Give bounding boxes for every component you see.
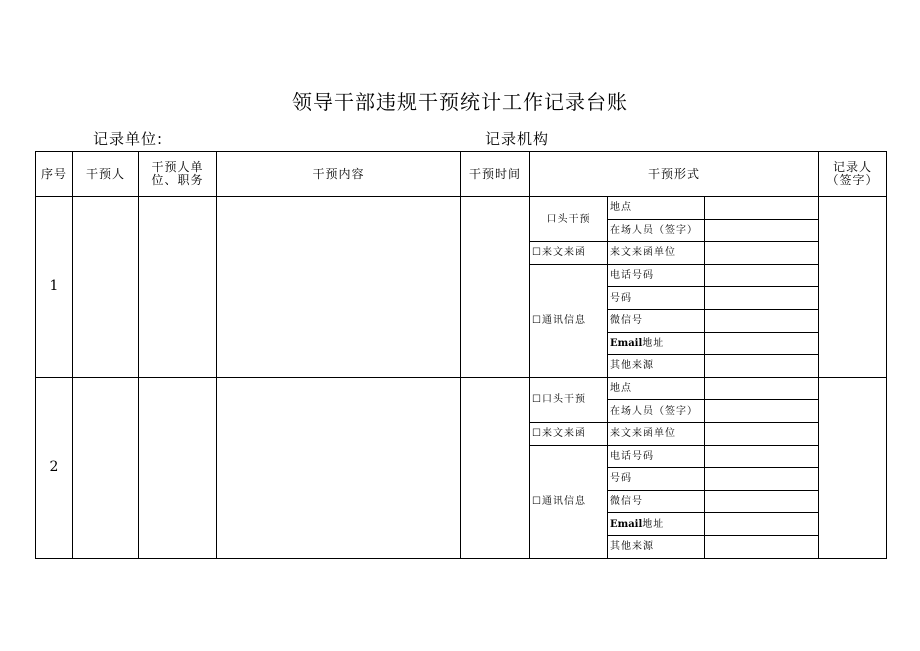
letter-unit-value[interactable] <box>705 242 819 265</box>
record-org-label: 记录机构 <box>485 130 550 148</box>
letter-option[interactable]: ☐来文来函 <box>530 422 608 445</box>
location-label: 地点 <box>608 197 705 220</box>
phone-value[interactable] <box>705 264 819 287</box>
communication-option[interactable]: ☐通讯信息 <box>530 445 608 558</box>
row-seq: 2 <box>36 377 73 558</box>
phone-value[interactable] <box>705 445 819 468</box>
header-form: 干预形式 <box>530 152 819 197</box>
header-seq: 序号 <box>36 152 73 197</box>
letter-unit-value[interactable] <box>705 422 819 445</box>
other-source-value[interactable] <box>705 535 819 558</box>
letter-option[interactable]: ☐来文来函 <box>530 242 608 265</box>
wechat-label: 微信号 <box>608 309 705 332</box>
page-title: 领导干部违规干预统计工作记录台账 <box>292 90 628 114</box>
unit-position-cell[interactable] <box>139 377 217 558</box>
email-value[interactable] <box>705 513 819 536</box>
row-seq: 1 <box>36 197 73 378</box>
present-persons-value[interactable] <box>705 400 819 423</box>
header-unit-position: 干预人单位、职务 <box>139 152 217 197</box>
other-source-label: 其他来源 <box>608 355 705 378</box>
header-intervener: 干预人 <box>73 152 139 197</box>
email-label-bold: Email <box>610 518 643 530</box>
recorder-cell[interactable] <box>819 197 887 378</box>
present-persons-label: 在场人员（签字） <box>608 400 705 423</box>
time-cell[interactable] <box>461 197 530 378</box>
letter-unit-label: 来文来函单位 <box>608 422 705 445</box>
email-label <box>608 513 705 536</box>
intervener-cell[interactable] <box>73 197 139 378</box>
location-label: 地点 <box>608 377 705 400</box>
number-label: 号码 <box>608 287 705 310</box>
present-persons-value[interactable] <box>705 219 819 242</box>
email-label <box>608 332 705 355</box>
content-cell[interactable] <box>217 197 461 378</box>
unit-position-cell[interactable] <box>139 197 217 378</box>
header-recorder: 记录人（签字） <box>819 152 887 197</box>
oral-intervention-option[interactable]: 口头干预 <box>530 197 608 242</box>
table-row <box>36 377 887 400</box>
recorder-cell[interactable] <box>819 377 887 558</box>
other-source-label: 其他来源 <box>608 535 705 558</box>
oral-intervention-option[interactable]: ☐口头干预 <box>530 377 608 422</box>
other-source-value[interactable] <box>705 355 819 378</box>
intervener-cell[interactable] <box>73 377 139 558</box>
location-value[interactable] <box>705 377 819 400</box>
header-row <box>36 152 887 197</box>
wechat-value[interactable] <box>705 490 819 513</box>
time-cell[interactable] <box>461 377 530 558</box>
email-label-rest: 地址 <box>642 518 665 530</box>
wechat-value[interactable] <box>705 309 819 332</box>
phone-label: 电话号码 <box>608 445 705 468</box>
letter-unit-label: 来文来函单位 <box>608 242 705 265</box>
communication-option[interactable]: ☐通讯信息 <box>530 264 608 377</box>
content-cell[interactable] <box>217 377 461 558</box>
email-label-rest: 地址 <box>642 337 665 349</box>
phone-label: 电话号码 <box>608 264 705 287</box>
number-value[interactable] <box>705 287 819 310</box>
header-content: 干预内容 <box>217 152 461 197</box>
email-label-bold: Email <box>610 337 643 349</box>
record-unit-label: 记录单位: <box>93 130 164 148</box>
number-value[interactable] <box>705 468 819 491</box>
table-row <box>36 197 887 220</box>
ledger-table <box>35 151 887 559</box>
present-persons-label: 在场人员（签字） <box>608 219 705 242</box>
header-time: 干预时间 <box>461 152 530 197</box>
location-value[interactable] <box>705 197 819 220</box>
email-value[interactable] <box>705 332 819 355</box>
number-label: 号码 <box>608 468 705 491</box>
wechat-label: 微信号 <box>608 490 705 513</box>
